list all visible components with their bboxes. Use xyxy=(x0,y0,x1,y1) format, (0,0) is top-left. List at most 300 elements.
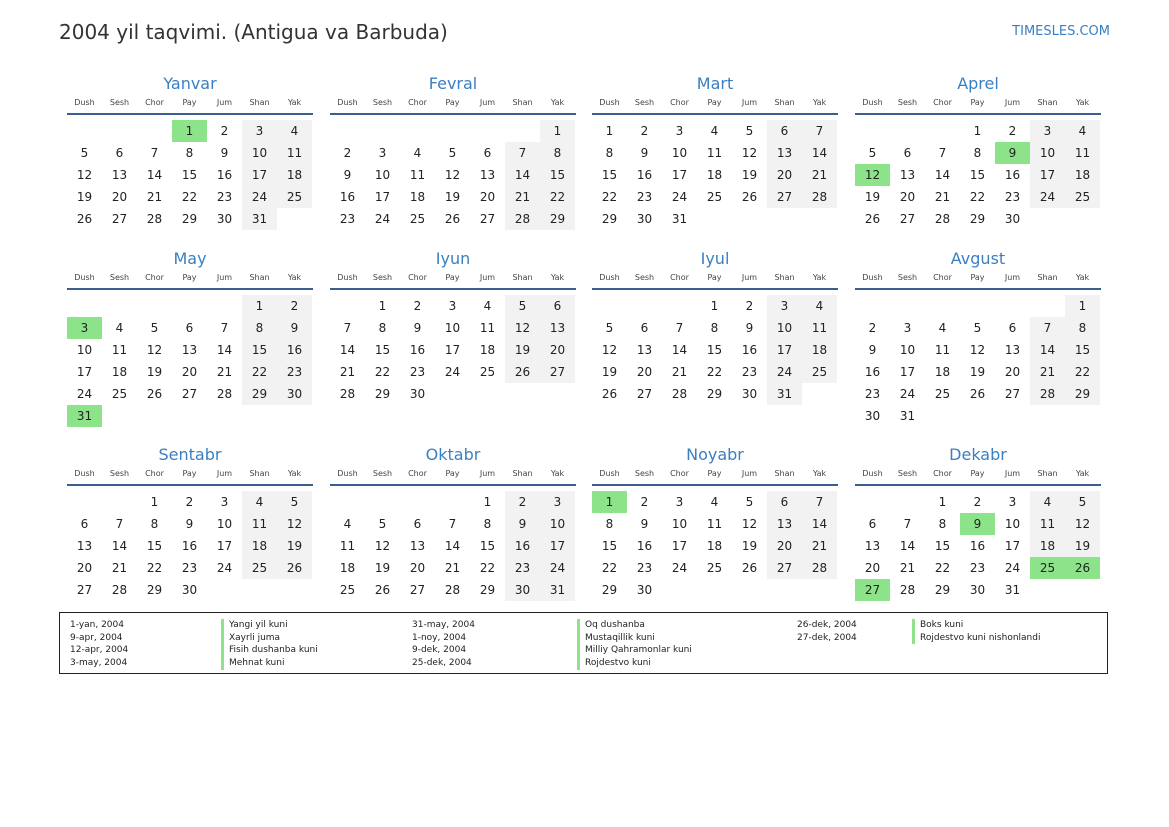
day-cell: 2 xyxy=(745,299,754,313)
legend-date: 31-may, 2004 xyxy=(412,620,475,630)
day-cell: 26 xyxy=(505,361,540,383)
weekday-label: Yak xyxy=(287,469,302,478)
legend-date: 26-dek, 2004 xyxy=(797,620,857,630)
weekday-label: Yak xyxy=(812,98,827,107)
weekday-label: Yak xyxy=(287,98,302,107)
weekday-label: Chor xyxy=(933,469,952,478)
day-cell: 29 xyxy=(374,387,391,401)
weekday-label: Chor xyxy=(408,98,427,107)
day-cell: 28 xyxy=(339,387,356,401)
day-cell: 11 xyxy=(934,343,951,357)
day-cell: 9 xyxy=(868,343,877,357)
day-cell: 31 xyxy=(242,208,277,230)
day-cell: 20 xyxy=(111,190,128,204)
weekday-label: Jum xyxy=(479,98,496,107)
day-cell: 13 xyxy=(111,168,128,182)
day-cell: 21 xyxy=(802,535,837,557)
month-noyabr xyxy=(592,445,838,601)
holiday-day-cell: 25 xyxy=(1030,557,1065,579)
day-cell: 6 xyxy=(413,517,422,531)
weekday-label: Yak xyxy=(1075,98,1090,107)
day-cell: 24 xyxy=(1004,561,1021,575)
day-cell: 14 xyxy=(899,539,916,553)
weekday-label: Pay xyxy=(970,273,985,282)
day-cell: 14 xyxy=(1030,339,1065,361)
weekday-header xyxy=(592,96,838,115)
day-cell: 16 xyxy=(505,535,540,557)
weekday-label: Pay xyxy=(445,469,460,478)
weekday-label: Pay xyxy=(445,273,460,282)
day-cell: 31 xyxy=(540,579,575,601)
empty-cell xyxy=(400,491,435,513)
weekday-label: Jum xyxy=(216,273,233,282)
day-cell: 10 xyxy=(444,321,461,335)
legend-date: 1-yan, 2004 xyxy=(70,620,124,630)
day-cell: 16 xyxy=(409,343,426,357)
empty-cell xyxy=(330,295,365,317)
month-title: Noyabr xyxy=(686,445,744,464)
day-cell: 16 xyxy=(864,365,881,379)
weekday-label: Pay xyxy=(182,273,197,282)
holiday-day-cell: 1 xyxy=(592,491,627,513)
legend-holiday-name: Mustaqillik kuni xyxy=(577,632,692,645)
day-cell: 29 xyxy=(706,387,723,401)
weekday-label: Yak xyxy=(550,98,565,107)
day-cell: 3 xyxy=(220,495,229,509)
day-cell: 23 xyxy=(339,212,356,226)
day-cell: 24 xyxy=(767,361,802,383)
day-cell: 12 xyxy=(277,513,312,535)
day-cell: 30 xyxy=(636,212,653,226)
day-cell: 15 xyxy=(601,539,618,553)
weekday-label: Pay xyxy=(707,469,722,478)
day-cell: 11 xyxy=(802,317,837,339)
day-cell: 12 xyxy=(505,317,540,339)
legend-date: 3-may, 2004 xyxy=(70,658,128,669)
day-cell: 18 xyxy=(339,561,356,575)
day-cell: 10 xyxy=(242,142,277,164)
weekday-header xyxy=(67,467,313,486)
day-cell: 30 xyxy=(741,387,758,401)
day-cell: 5 xyxy=(505,295,540,317)
empty-cell xyxy=(137,295,172,317)
day-grid xyxy=(67,120,313,230)
day-cell: 6 xyxy=(868,517,877,531)
weekday-label: Sesh xyxy=(372,469,393,478)
day-cell: 26 xyxy=(444,212,461,226)
legend-holiday-name: Mehnat kuni xyxy=(221,657,318,670)
day-cell: 26 xyxy=(969,387,986,401)
weekday-label: Shan xyxy=(249,469,270,478)
day-cell: 2 xyxy=(1008,124,1017,138)
day-cell: 13 xyxy=(767,513,802,535)
day-cell: 17 xyxy=(671,539,688,553)
day-cell: 17 xyxy=(540,535,575,557)
day-cell: 6 xyxy=(903,146,912,160)
empty-cell xyxy=(855,491,890,513)
day-cell: 29 xyxy=(601,583,618,597)
day-cell: 19 xyxy=(1065,535,1100,557)
day-cell: 11 xyxy=(409,168,426,182)
holiday-legend xyxy=(59,612,1108,674)
day-cell: 1 xyxy=(540,120,575,142)
weekday-label: Shan xyxy=(774,469,795,478)
day-cell: 7 xyxy=(938,146,947,160)
day-cell: 8 xyxy=(1065,317,1100,339)
day-cell: 20 xyxy=(767,164,802,186)
day-cell: 6 xyxy=(767,491,802,513)
day-cell: 28 xyxy=(444,583,461,597)
day-cell: 26 xyxy=(741,561,758,575)
day-cell: 21 xyxy=(1030,361,1065,383)
day-cell: 20 xyxy=(540,339,575,361)
day-cell: 27 xyxy=(767,557,802,579)
day-cell: 22 xyxy=(146,561,163,575)
day-cell: 19 xyxy=(444,190,461,204)
day-cell: 24 xyxy=(242,186,277,208)
holiday-day-cell: 1 xyxy=(172,120,207,142)
weekday-label: Yak xyxy=(1075,273,1090,282)
day-cell: 9 xyxy=(413,321,422,335)
month-title: Oktabr xyxy=(425,445,481,464)
day-cell: 17 xyxy=(242,164,277,186)
day-cell: 14 xyxy=(111,539,128,553)
weekday-label: Dush xyxy=(74,469,95,478)
empty-cell xyxy=(1030,295,1065,317)
weekday-label: Dush xyxy=(74,273,95,282)
day-grid xyxy=(330,295,576,405)
day-cell: 19 xyxy=(76,190,93,204)
day-cell: 25 xyxy=(706,190,723,204)
day-cell: 13 xyxy=(76,539,93,553)
day-cell: 10 xyxy=(899,343,916,357)
day-cell: 24 xyxy=(216,561,233,575)
day-cell: 4 xyxy=(483,299,492,313)
day-cell: 21 xyxy=(505,186,540,208)
day-cell: 13 xyxy=(181,343,198,357)
day-cell: 10 xyxy=(671,146,688,160)
day-cell: 9 xyxy=(640,517,649,531)
empty-cell xyxy=(330,491,365,513)
day-cell: 19 xyxy=(741,168,758,182)
day-cell: 23 xyxy=(969,561,986,575)
day-cell: 7 xyxy=(150,146,159,160)
weekday-label: Jum xyxy=(479,469,496,478)
legend-holiday-name: Yangi yil kuni xyxy=(221,619,318,632)
day-cell: 25 xyxy=(242,557,277,579)
legend-holiday-name: Xayrli juma xyxy=(221,632,318,645)
day-cell: 2 xyxy=(277,295,312,317)
day-cell: 23 xyxy=(636,561,653,575)
month-avgust xyxy=(855,249,1101,427)
day-cell: 11 xyxy=(242,513,277,535)
day-cell: 11 xyxy=(479,321,496,335)
weekday-label: Shan xyxy=(1037,98,1058,107)
weekday-label: Chor xyxy=(670,98,689,107)
day-cell: 17 xyxy=(1004,539,1021,553)
day-cell: 31 xyxy=(899,409,916,423)
day-cell: 22 xyxy=(242,361,277,383)
weekday-label: Shan xyxy=(774,273,795,282)
day-cell: 7 xyxy=(802,491,837,513)
day-cell: 2 xyxy=(640,124,649,138)
legend-holiday-name: Fisih dushanba kuni xyxy=(221,644,318,657)
weekday-label: Pay xyxy=(445,98,460,107)
weekday-label: Pay xyxy=(182,98,197,107)
weekday-label: Chor xyxy=(408,469,427,478)
day-cell: 10 xyxy=(76,343,93,357)
day-grid xyxy=(855,120,1101,230)
month-may xyxy=(67,249,313,427)
weekday-header xyxy=(855,271,1101,290)
holiday-day-cell: 31 xyxy=(67,405,102,427)
day-cell: 16 xyxy=(636,539,653,553)
empty-cell xyxy=(890,120,925,142)
day-cell: 30 xyxy=(969,583,986,597)
day-cell: 7 xyxy=(903,517,912,531)
day-cell: 12 xyxy=(146,343,163,357)
holiday-day-cell: 12 xyxy=(855,164,890,186)
day-cell: 12 xyxy=(374,539,391,553)
day-cell: 16 xyxy=(741,343,758,357)
empty-cell xyxy=(67,295,102,317)
holiday-day-cell: 27 xyxy=(855,579,890,601)
weekday-label: Dush xyxy=(337,273,358,282)
day-cell: 13 xyxy=(899,168,916,182)
weekday-label: Sesh xyxy=(897,469,918,478)
day-cell: 28 xyxy=(146,212,163,226)
weekday-header xyxy=(330,96,576,115)
day-cell: 26 xyxy=(864,212,881,226)
day-cell: 23 xyxy=(636,190,653,204)
day-cell: 16 xyxy=(339,190,356,204)
weekday-label: Yak xyxy=(550,273,565,282)
weekday-label: Jum xyxy=(479,273,496,282)
day-cell: 4 xyxy=(1065,120,1100,142)
legend-holiday-name: Boks kuni xyxy=(912,619,1040,632)
weekday-label: Jum xyxy=(1004,98,1021,107)
month-title: Yanvar xyxy=(163,74,217,93)
empty-cell xyxy=(855,120,890,142)
day-cell: 19 xyxy=(277,535,312,557)
legend-date: 25-dek, 2004 xyxy=(412,658,472,669)
day-cell: 12 xyxy=(969,343,986,357)
weekday-label: Sesh xyxy=(634,273,655,282)
weekday-header xyxy=(592,467,838,486)
day-cell: 26 xyxy=(146,387,163,401)
day-cell: 14 xyxy=(802,513,837,535)
weekday-label: Jum xyxy=(216,469,233,478)
day-cell: 14 xyxy=(802,142,837,164)
day-cell: 23 xyxy=(1004,190,1021,204)
weekday-header xyxy=(67,271,313,290)
day-cell: 6 xyxy=(483,146,492,160)
day-cell: 3 xyxy=(448,299,457,313)
empty-cell xyxy=(207,295,242,317)
day-cell: 2 xyxy=(640,495,649,509)
day-cell: 7 xyxy=(448,517,457,531)
legend-dates-column-3 xyxy=(797,619,857,644)
day-cell: 22 xyxy=(601,190,618,204)
day-cell: 18 xyxy=(706,539,723,553)
day-cell: 28 xyxy=(934,212,951,226)
day-cell: 20 xyxy=(76,561,93,575)
day-cell: 30 xyxy=(505,579,540,601)
day-cell: 19 xyxy=(374,561,391,575)
day-cell: 16 xyxy=(216,168,233,182)
day-cell: 15 xyxy=(601,168,618,182)
day-cell: 17 xyxy=(671,168,688,182)
day-cell: 12 xyxy=(76,168,93,182)
day-cell: 17 xyxy=(374,190,391,204)
weekday-label: Sesh xyxy=(372,98,393,107)
weekday-label: Yak xyxy=(1075,469,1090,478)
day-cell: 1 xyxy=(1065,295,1100,317)
day-cell: 1 xyxy=(378,299,387,313)
day-cell: 26 xyxy=(601,387,618,401)
weekday-label: Chor xyxy=(145,469,164,478)
weekday-label: Chor xyxy=(145,98,164,107)
day-cell: 10 xyxy=(216,517,233,531)
day-cell: 25 xyxy=(277,186,312,208)
weekday-label: Chor xyxy=(670,273,689,282)
day-cell: 5 xyxy=(868,146,877,160)
legend-dates-column-1 xyxy=(70,619,128,670)
day-cell: 31 xyxy=(767,383,802,405)
day-cell: 6 xyxy=(640,321,649,335)
day-cell: 26 xyxy=(76,212,93,226)
weekday-label: Dush xyxy=(337,469,358,478)
day-cell: 20 xyxy=(899,190,916,204)
brand-link[interactable]: TIMESLES.COM xyxy=(1012,24,1110,39)
day-cell: 4 xyxy=(710,124,719,138)
day-cell: 26 xyxy=(277,557,312,579)
day-cell: 11 xyxy=(706,517,723,531)
empty-cell xyxy=(435,120,470,142)
day-cell: 7 xyxy=(115,517,124,531)
day-cell: 30 xyxy=(216,212,233,226)
day-cell: 28 xyxy=(802,557,837,579)
day-cell: 3 xyxy=(903,321,912,335)
day-cell: 28 xyxy=(671,387,688,401)
day-cell: 5 xyxy=(277,491,312,513)
day-cell: 20 xyxy=(479,190,496,204)
day-cell: 10 xyxy=(1004,517,1021,531)
day-cell: 27 xyxy=(181,387,198,401)
weekday-label: Pay xyxy=(970,98,985,107)
day-cell: 7 xyxy=(505,142,540,164)
weekday-label: Dush xyxy=(599,98,620,107)
day-cell: 18 xyxy=(409,190,426,204)
weekday-label: Sesh xyxy=(109,273,130,282)
day-cell: 4 xyxy=(242,491,277,513)
day-cell: 25 xyxy=(802,361,837,383)
weekday-label: Dush xyxy=(862,98,883,107)
day-cell: 10 xyxy=(374,168,391,182)
day-cell: 14 xyxy=(339,343,356,357)
day-cell: 8 xyxy=(150,517,159,531)
weekday-label: Shan xyxy=(512,98,533,107)
legend-dates-column-2 xyxy=(412,619,475,670)
page-title: 2004 yil taqvimi. (Antigua va Barbuda) xyxy=(59,20,448,44)
day-cell: 13 xyxy=(540,317,575,339)
day-cell: 11 xyxy=(339,539,356,553)
day-cell: 23 xyxy=(181,561,198,575)
day-cell: 4 xyxy=(802,295,837,317)
day-cell: 7 xyxy=(220,321,229,335)
day-cell: 4 xyxy=(1030,491,1065,513)
day-cell: 15 xyxy=(540,164,575,186)
day-cell: 27 xyxy=(540,361,575,383)
day-cell: 25 xyxy=(934,387,951,401)
weekday-label: Chor xyxy=(933,98,952,107)
day-cell: 19 xyxy=(146,365,163,379)
day-cell: 11 xyxy=(277,142,312,164)
day-cell: 26 xyxy=(741,190,758,204)
month-title: Aprel xyxy=(957,74,999,93)
weekday-label: Yak xyxy=(550,469,565,478)
month-dekabr xyxy=(855,445,1101,601)
day-cell: 21 xyxy=(111,561,128,575)
day-cell: 14 xyxy=(934,168,951,182)
empty-cell xyxy=(960,295,995,317)
empty-cell xyxy=(995,295,1030,317)
day-grid xyxy=(855,491,1101,601)
day-cell: 29 xyxy=(479,583,496,597)
day-cell: 19 xyxy=(505,339,540,361)
day-cell: 5 xyxy=(745,495,754,509)
day-cell: 27 xyxy=(409,583,426,597)
empty-cell xyxy=(627,295,662,317)
day-cell: 8 xyxy=(185,146,194,160)
day-cell: 16 xyxy=(1004,168,1021,182)
day-cell: 25 xyxy=(409,212,426,226)
day-cell: 26 xyxy=(374,583,391,597)
day-cell: 19 xyxy=(969,365,986,379)
day-cell: 30 xyxy=(409,387,426,401)
weekday-label: Dush xyxy=(599,273,620,282)
legend-date: 9-dek, 2004 xyxy=(412,645,467,656)
day-cell: 11 xyxy=(1030,513,1065,535)
day-grid xyxy=(330,120,576,230)
day-cell: 19 xyxy=(741,539,758,553)
weekday-label: Sesh xyxy=(897,98,918,107)
legend-date: 9-apr, 2004 xyxy=(70,632,123,643)
weekday-label: Jum xyxy=(741,273,758,282)
day-cell: 18 xyxy=(934,365,951,379)
day-cell: 18 xyxy=(1065,164,1100,186)
day-cell: 31 xyxy=(1004,583,1021,597)
legend-date: 1-noy, 2004 xyxy=(412,632,467,643)
day-cell: 4 xyxy=(343,517,352,531)
weekday-label: Jum xyxy=(741,469,758,478)
day-cell: 4 xyxy=(413,146,422,160)
day-cell: 29 xyxy=(146,583,163,597)
day-cell: 20 xyxy=(181,365,198,379)
day-cell: 15 xyxy=(1065,339,1100,361)
day-cell: 22 xyxy=(934,561,951,575)
day-cell: 27 xyxy=(479,212,496,226)
day-cell: 8 xyxy=(378,321,387,335)
empty-cell xyxy=(330,120,365,142)
day-cell: 23 xyxy=(741,365,758,379)
day-cell: 9 xyxy=(505,513,540,535)
day-cell: 8 xyxy=(540,142,575,164)
weekday-label: Sesh xyxy=(109,98,130,107)
day-cell: 13 xyxy=(409,539,426,553)
day-cell: 21 xyxy=(216,365,233,379)
empty-cell xyxy=(925,295,960,317)
